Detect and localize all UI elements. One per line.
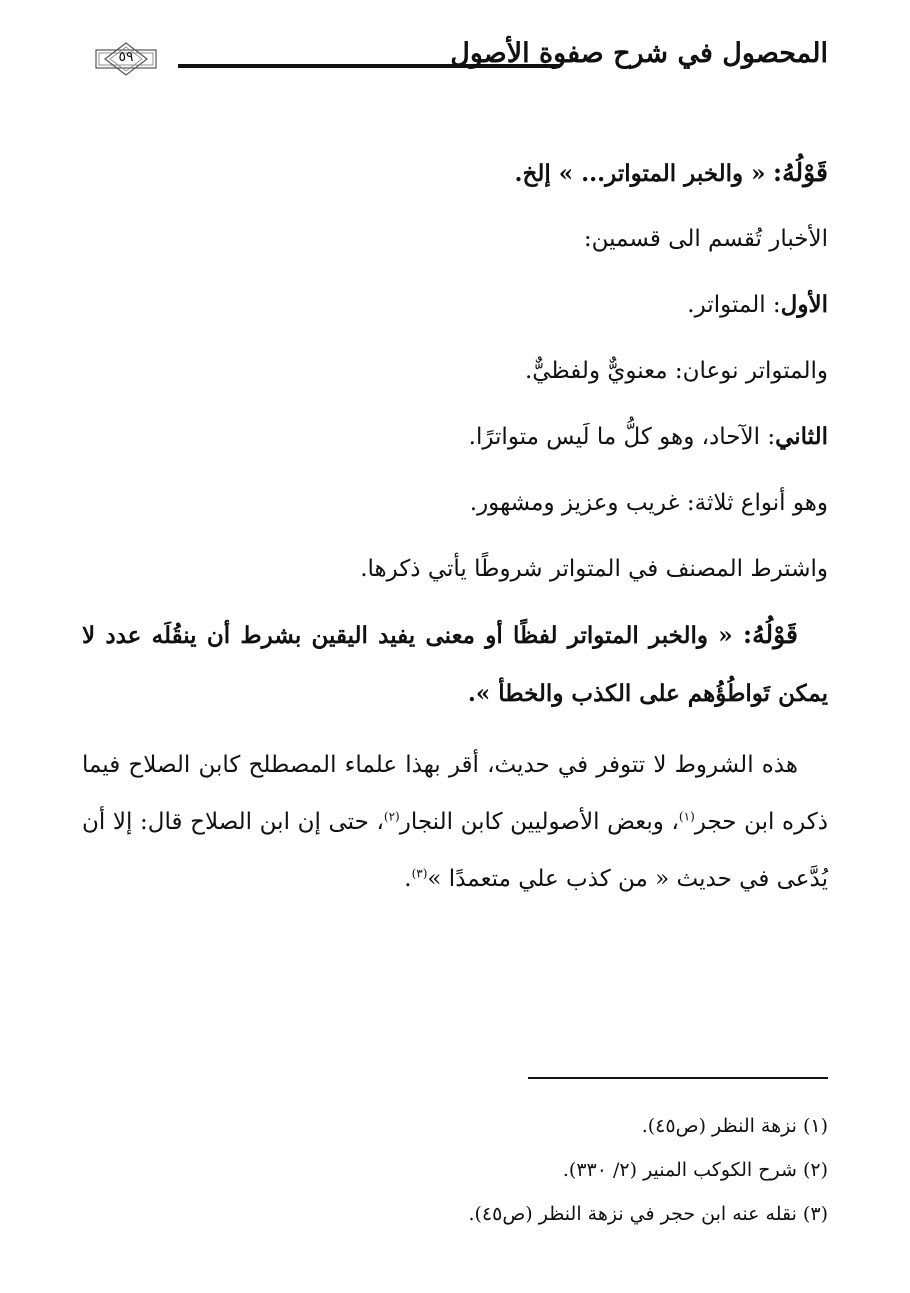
footnote-3: (٣) نقله عنه ابن حجر في نزهة النظر (ص٤٥).: [468, 1203, 828, 1225]
para-part-4: .: [404, 866, 412, 892]
page-number-badge: [95, 42, 157, 76]
heading-text: « والخبر المتواتر... » إلخ.: [514, 160, 766, 187]
footnote-ref-3[interactable]: (٣): [411, 866, 428, 881]
footnote-ref-1[interactable]: (١): [678, 809, 695, 824]
text-line-3: والمتواتر نوعان: معنويٌّ ولفظيٌّ.: [524, 358, 828, 384]
text-line-1: الأخبار تُقسم الى قسمين:: [583, 226, 828, 252]
text-line-5: وهو أنواع ثلاثة: غريب وعزيز ومشهور.: [469, 490, 828, 516]
footnote-ref-2[interactable]: (٢): [383, 809, 400, 824]
para-part-3: ، حتى إن ابن الصلاح قال: إلا أن يُدَّعى في حديث « من كذب علي متعمدًا »: [82, 809, 828, 892]
footnote-1: (١) نزهة النظر (ص٤٥).: [641, 1115, 828, 1137]
book-title: المحصول في شرح صفوة الأصول: [450, 38, 828, 69]
para-part-2: ، وبعض الأصوليين كابن النجار: [399, 809, 679, 835]
second-label: الثاني: [775, 423, 828, 450]
para-part-1: هذه الشروط لا تتوفر في حديث، أقر بهذا علماء المصطلح كابن الصلاح فيما ذكره ابن حجر: [82, 752, 828, 835]
page-header: [0, 28, 910, 88]
text-line-6: واشترط المصنف في المتواتر شروطًا يأتي ذكرها.: [360, 556, 828, 582]
first-label: الأول: [780, 291, 828, 318]
second-text: : الآحاد، وهو كلُّ ما لَيس متواترًا.: [468, 424, 776, 450]
heading-keyword: قَوْلُهُ:: [772, 158, 828, 187]
text-line-second: [82, 404, 828, 470]
quote-paragraph: [82, 606, 828, 723]
page-number: ٥٩: [118, 49, 134, 65]
body-paragraph: [82, 737, 828, 908]
quote-keyword: قَوْلُهُ:: [742, 620, 798, 649]
footnote-2: (٢) شرح الكوكب المنير (٢/ ٣٣٠).: [562, 1159, 828, 1181]
footnote-separator: [528, 1077, 828, 1079]
text-line-first: [82, 272, 828, 338]
heading-line: [82, 140, 828, 206]
footnotes: [82, 1104, 828, 1236]
quote-text: « والخبر المتواتر لفظًا أو معنى يفيد اليقين بشرط أن ينقُلَه عدد لا يمكن تَواطُؤُهم على الكذب والخطأ ».: [82, 622, 828, 707]
main-text: [82, 140, 828, 908]
first-text: : المتواتر.: [687, 292, 781, 318]
